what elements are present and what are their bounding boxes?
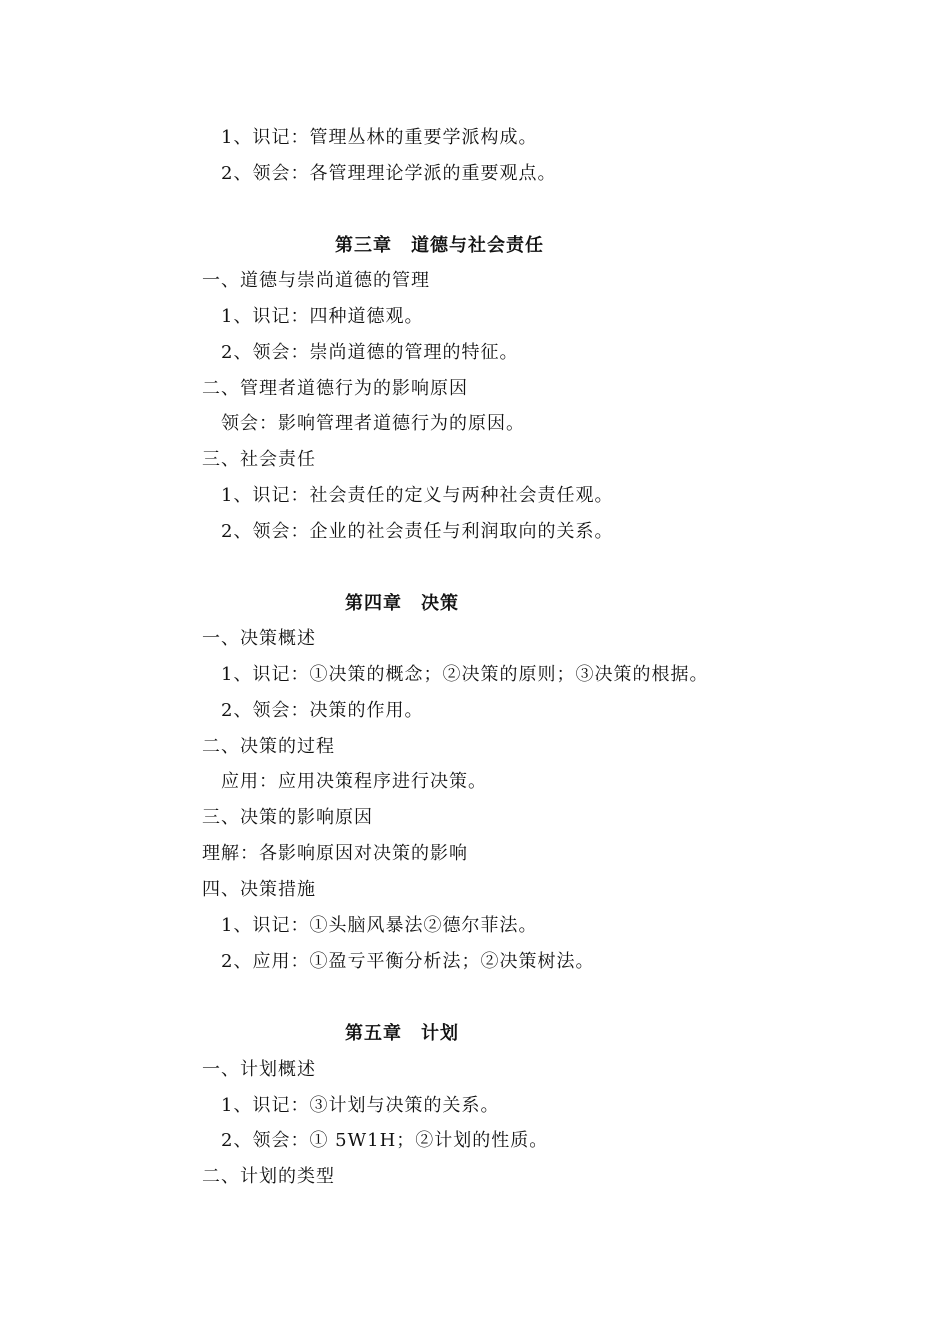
text-line: 1、识记：社会责任的定义与两种社会责任观。 xyxy=(221,485,614,506)
section-heading: 三、社会责任 xyxy=(202,449,316,470)
section-heading: 一、决策概述 xyxy=(202,628,316,649)
text-line: 领会：影响管理者道德行为的原因。 xyxy=(221,413,525,434)
text-line: 理解：各影响原因对决策的影响 xyxy=(202,843,468,864)
text-line: 1、识记：③计划与决策的关系。 xyxy=(221,1095,500,1116)
text-line: 1、识记：①头脑风暴法②德尔菲法。 xyxy=(221,915,538,936)
text-line: 1、识记：①决策的概念；②决策的原则；③决策的根据。 xyxy=(221,664,709,685)
text-line: 1、识记：管理丛林的重要学派构成。 xyxy=(221,127,538,148)
section-heading: 一、道德与崇尚道德的管理 xyxy=(202,270,430,291)
section-heading: 二、管理者道德行为的影响原因 xyxy=(202,378,468,399)
chapter-heading: 第三章 道德与社会责任 xyxy=(335,235,544,256)
section-heading: 二、决策的过程 xyxy=(202,736,335,757)
text-line: 2、领会：① 5W1H；②计划的性质。 xyxy=(221,1130,549,1151)
chapter-heading: 第四章 决策 xyxy=(345,593,459,614)
section-heading: 四、决策措施 xyxy=(202,879,316,900)
chapter-heading: 第五章 计划 xyxy=(345,1023,459,1044)
text-line: 2、应用：①盈亏平衡分析法；②决策树法。 xyxy=(221,951,595,972)
text-line: 2、领会：崇尚道德的管理的特征。 xyxy=(221,342,519,363)
section-heading: 三、决策的影响原因 xyxy=(202,807,373,828)
text-line: 1、识记：四种道德观。 xyxy=(221,306,424,327)
section-heading: 一、计划概述 xyxy=(202,1059,316,1080)
section-heading: 二、计划的类型 xyxy=(202,1166,335,1187)
text-line: 应用：应用决策程序进行决策。 xyxy=(221,771,487,792)
text-line: 2、领会：企业的社会责任与利润取向的关系。 xyxy=(221,521,614,542)
text-line: 2、领会：各管理理论学派的重要观点。 xyxy=(221,163,557,184)
text-line: 2、领会：决策的作用。 xyxy=(221,700,424,721)
